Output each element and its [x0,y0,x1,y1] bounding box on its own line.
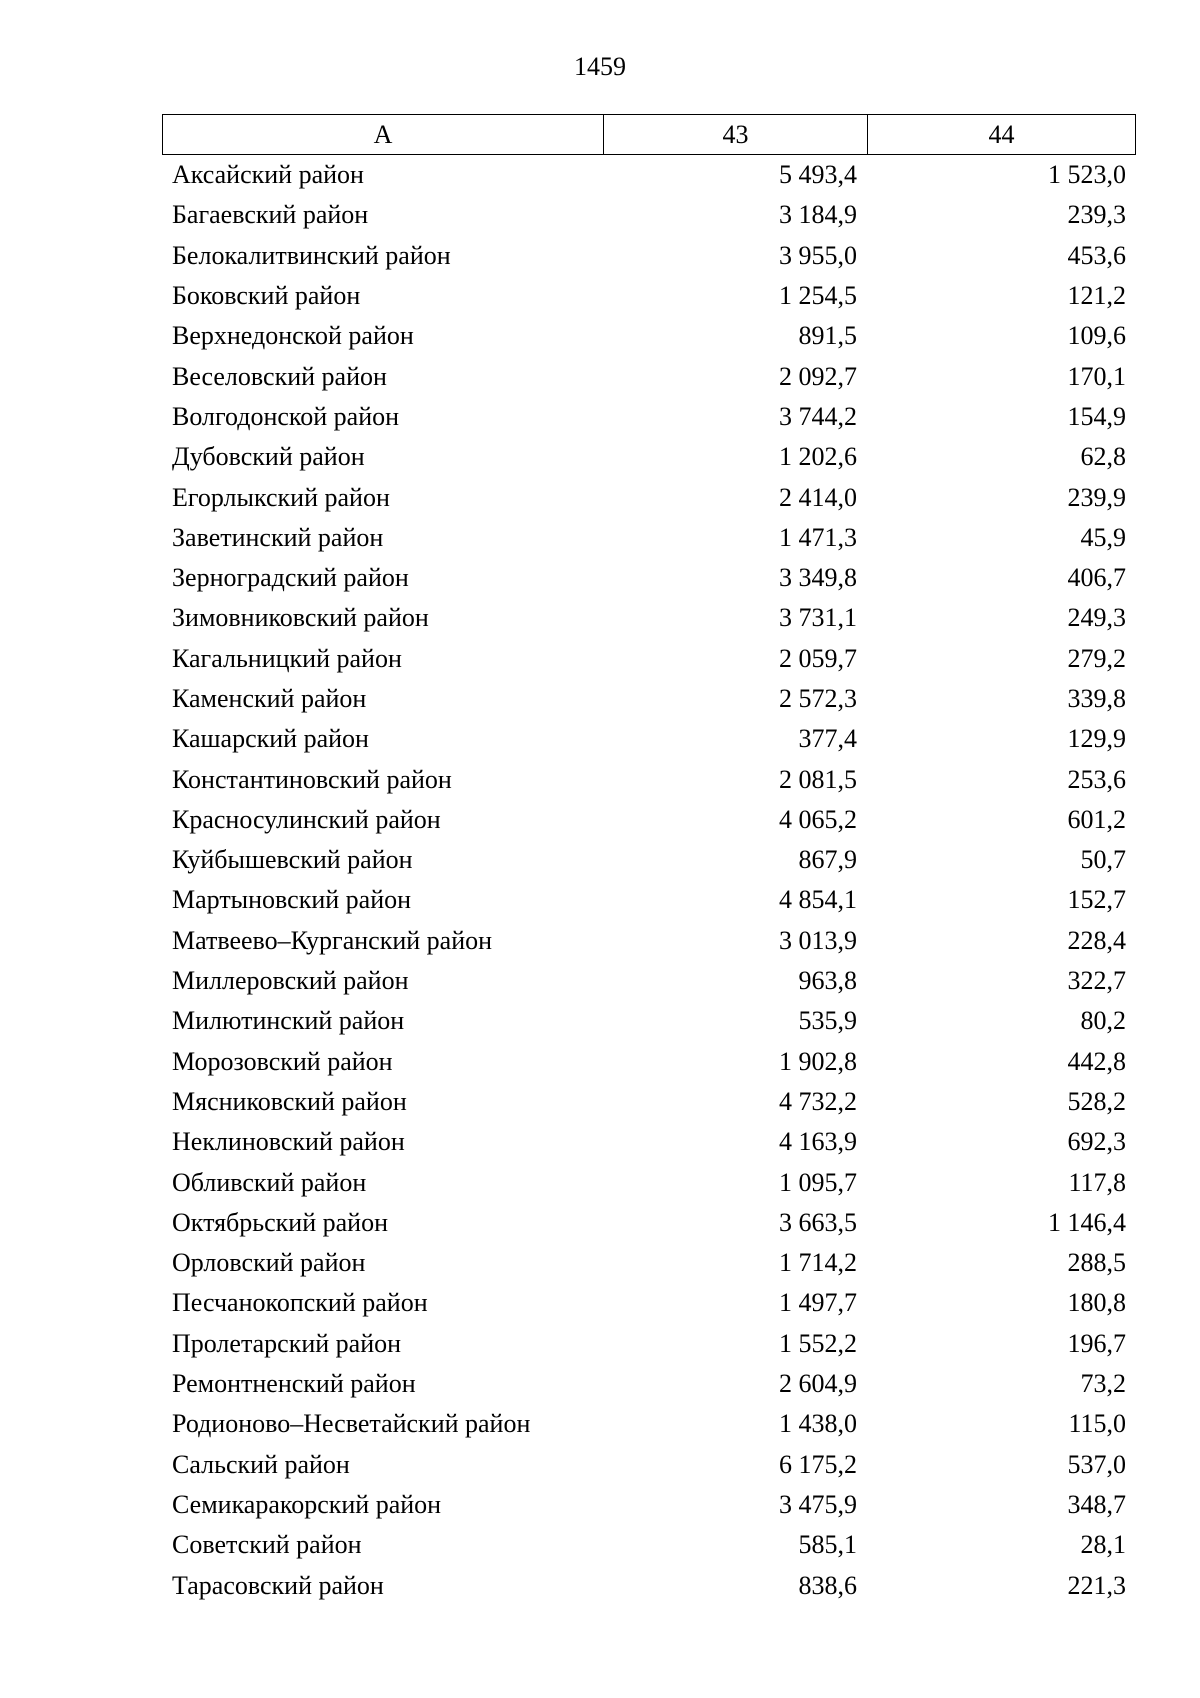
value-44-cell: 121,2 [1067,281,1126,311]
value-43-cell: 1 902,8 [779,1046,857,1076]
column-header-43: 43 [604,115,868,154]
value-43-cell: 3 663,5 [779,1207,857,1237]
value-44-cell: 249,3 [1067,603,1126,633]
table-row [162,880,1136,920]
table-row [162,1001,1136,1041]
district-name-cell: Заветинский район [172,522,384,552]
district-name-cell: Матвеево–Курганский район [172,925,493,955]
value-43-cell: 3 744,2 [779,401,857,431]
table-row [162,1042,1136,1082]
value-44-cell: 129,9 [1067,724,1126,754]
value-43-cell: 2 081,5 [779,764,857,794]
value-43-cell: 535,9 [798,1006,857,1036]
value-43-cell: 5 493,4 [779,160,857,190]
page-number: 1459 [574,52,626,81]
value-43-cell: 838,6 [798,1570,857,1600]
table-row [162,1485,1136,1525]
table-row [162,316,1136,356]
district-name-cell: Орловский район [172,1248,366,1278]
value-43-cell: 867,9 [798,845,857,875]
value-43-cell: 1 497,7 [779,1288,857,1318]
value-44-cell: 115,0 [1068,1409,1126,1439]
table-row [162,236,1136,276]
table-row [162,679,1136,719]
table-header-row [162,114,1136,155]
value-43-cell: 891,5 [798,321,857,351]
value-43-cell: 3 349,8 [779,563,857,593]
district-name-cell: Зерноградский район [172,563,409,593]
table-row [162,1445,1136,1485]
value-43-cell: 963,8 [798,966,857,996]
district-name-cell: Веселовский район [172,361,387,391]
value-43-cell: 3 184,9 [779,200,857,230]
district-name-cell: Миллеровский район [172,966,409,996]
district-name-cell: Ремонтненский район [172,1369,416,1399]
value-44-cell: 442,8 [1067,1046,1126,1076]
value-43-cell: 585,1 [798,1530,857,1560]
table-row [162,1082,1136,1122]
table-row [162,397,1136,437]
district-name-cell: Песчанокопский район [172,1288,428,1318]
value-43-cell: 1 714,2 [779,1248,857,1278]
value-44-cell: 288,5 [1067,1248,1126,1278]
value-44-cell: 221,3 [1067,1570,1126,1600]
district-name-cell: Каменский район [172,684,367,713]
value-44-cell: 196,7 [1067,1328,1126,1358]
district-name-cell: Неклиновский район [172,1127,405,1157]
value-44-cell: 1 523,0 [1048,160,1126,190]
value-44-cell: 339,8 [1067,684,1126,713]
district-name-cell: Семикаракорский район [172,1489,442,1519]
table-row [162,558,1136,598]
column-header-44: 44 [988,119,1015,149]
value-43-cell: 1 202,6 [779,442,857,472]
district-name-cell: Тарасовский район [172,1570,384,1600]
district-name-cell: Милютинский район [172,1006,405,1036]
table-row [162,356,1136,396]
value-43-cell: 3 013,9 [779,925,857,955]
value-43-cell: 4 065,2 [779,804,857,834]
table-row [162,1525,1136,1565]
value-44-cell: 692,3 [1067,1127,1126,1157]
value-43-cell: 3 955,0 [779,240,857,270]
value-44-cell: 279,2 [1067,643,1126,673]
value-44-cell: 109,6 [1067,321,1126,351]
table-body [162,155,1136,1606]
table-row [162,437,1136,477]
table-row [162,195,1136,235]
table-row [162,1203,1136,1243]
district-name-cell: Кагальницкий район [172,643,402,673]
value-44-cell: 406,7 [1067,563,1126,593]
district-name-cell: Зимовниковский район [172,603,429,633]
table-row [162,518,1136,558]
table-row [162,1565,1136,1605]
data-table [162,114,1136,1606]
table-row [162,276,1136,316]
district-name-cell: Константиновский район [172,764,452,794]
value-43-cell: 1 552,2 [779,1328,857,1358]
value-43-cell: 2 092,7 [779,361,857,391]
value-44-cell: 28,1 [1080,1530,1126,1560]
district-name-cell: Кашарский район [172,724,369,754]
table-row [162,1404,1136,1444]
district-name-cell: Боковский район [172,281,361,311]
district-name-cell: Белокалитвинский район [172,240,451,270]
value-43-cell: 3 475,9 [779,1489,857,1519]
value-44-cell: 62,8 [1080,442,1126,472]
table-row [162,800,1136,840]
value-43-cell: 2 414,0 [779,482,857,512]
value-43-cell: 2 572,3 [779,684,857,713]
table-row [162,1122,1136,1162]
table-row [162,961,1136,1001]
district-name-cell: Октябрьский район [172,1207,388,1237]
value-44-cell: 80,2 [1080,1006,1126,1036]
value-44-cell: 1 146,4 [1048,1207,1126,1237]
value-44-cell: 180,8 [1067,1288,1126,1318]
table-row [162,1364,1136,1404]
value-44-cell: 117,8 [1068,1167,1126,1197]
district-name-cell: Советский район [172,1530,362,1560]
table-row [162,921,1136,961]
value-44-cell: 322,7 [1067,966,1126,996]
value-44-cell: 73,2 [1080,1369,1126,1399]
value-43-cell: 1 471,3 [779,522,857,552]
value-43-cell: 4 163,9 [779,1127,857,1157]
district-name-cell: Аксайский район [172,160,364,190]
value-44-cell: 228,4 [1067,925,1126,955]
table-row [162,1162,1136,1202]
district-name-cell: Верхнедонской район [172,321,414,351]
table-row [162,639,1136,679]
value-43-cell: 4 732,2 [779,1086,857,1116]
value-43-cell: 6 175,2 [779,1449,857,1479]
table-row [162,840,1136,880]
value-44-cell: 453,6 [1067,240,1126,270]
district-name-cell: Егорлыкский район [172,482,390,512]
table-row [162,155,1136,195]
district-name-cell: Сальский район [172,1449,350,1479]
district-name-cell: Обливский район [172,1167,367,1197]
value-44-cell: 50,7 [1080,845,1126,875]
value-44-cell: 239,3 [1067,200,1126,230]
table-row [162,1283,1136,1323]
value-43-cell: 1 254,5 [779,281,857,311]
value-44-cell: 239,9 [1067,482,1126,512]
value-43-cell: 3 731,1 [779,603,857,633]
value-44-cell: 170,1 [1067,361,1126,391]
value-44-cell: 45,9 [1080,522,1126,552]
value-43-cell: 2 604,9 [779,1369,857,1399]
district-name-cell: Родионово–Несветайский район [172,1409,531,1439]
value-43-cell: 2 059,7 [779,643,857,673]
district-name-cell: Морозовский район [172,1046,393,1076]
district-name-cell: Куйбышевский район [172,845,413,875]
value-43-cell: 1 438,0 [779,1409,857,1439]
district-name-cell: Волгодонской район [172,401,400,431]
value-44-cell: 154,9 [1067,401,1126,431]
value-44-cell: 253,6 [1067,764,1126,794]
column-header-a: А [163,115,604,154]
district-name-cell: Мясниковский район [172,1086,407,1116]
district-name-cell: Пролетарский район [172,1328,402,1358]
district-name-cell: Красносулинский район [172,804,441,834]
value-44-cell: 528,2 [1067,1086,1126,1116]
table-row [162,598,1136,638]
district-name-cell: Мартыновский район [172,885,412,915]
value-44-cell: 537,0 [1067,1449,1126,1479]
value-44-cell: 348,7 [1067,1489,1126,1519]
table-row [162,1324,1136,1364]
value-44-cell: 601,2 [1067,804,1126,834]
table-row [162,759,1136,799]
value-43-cell: 4 854,1 [779,885,857,915]
district-name-cell: Дубовский район [172,442,365,472]
value-44-cell: 152,7 [1067,885,1126,915]
district-name-cell: Багаевский район [172,200,369,230]
value-43-cell: 1 095,7 [779,1167,857,1197]
table-row [162,719,1136,759]
table-row [162,1243,1136,1283]
value-43-cell: 377,4 [798,724,857,754]
table-row [162,477,1136,517]
